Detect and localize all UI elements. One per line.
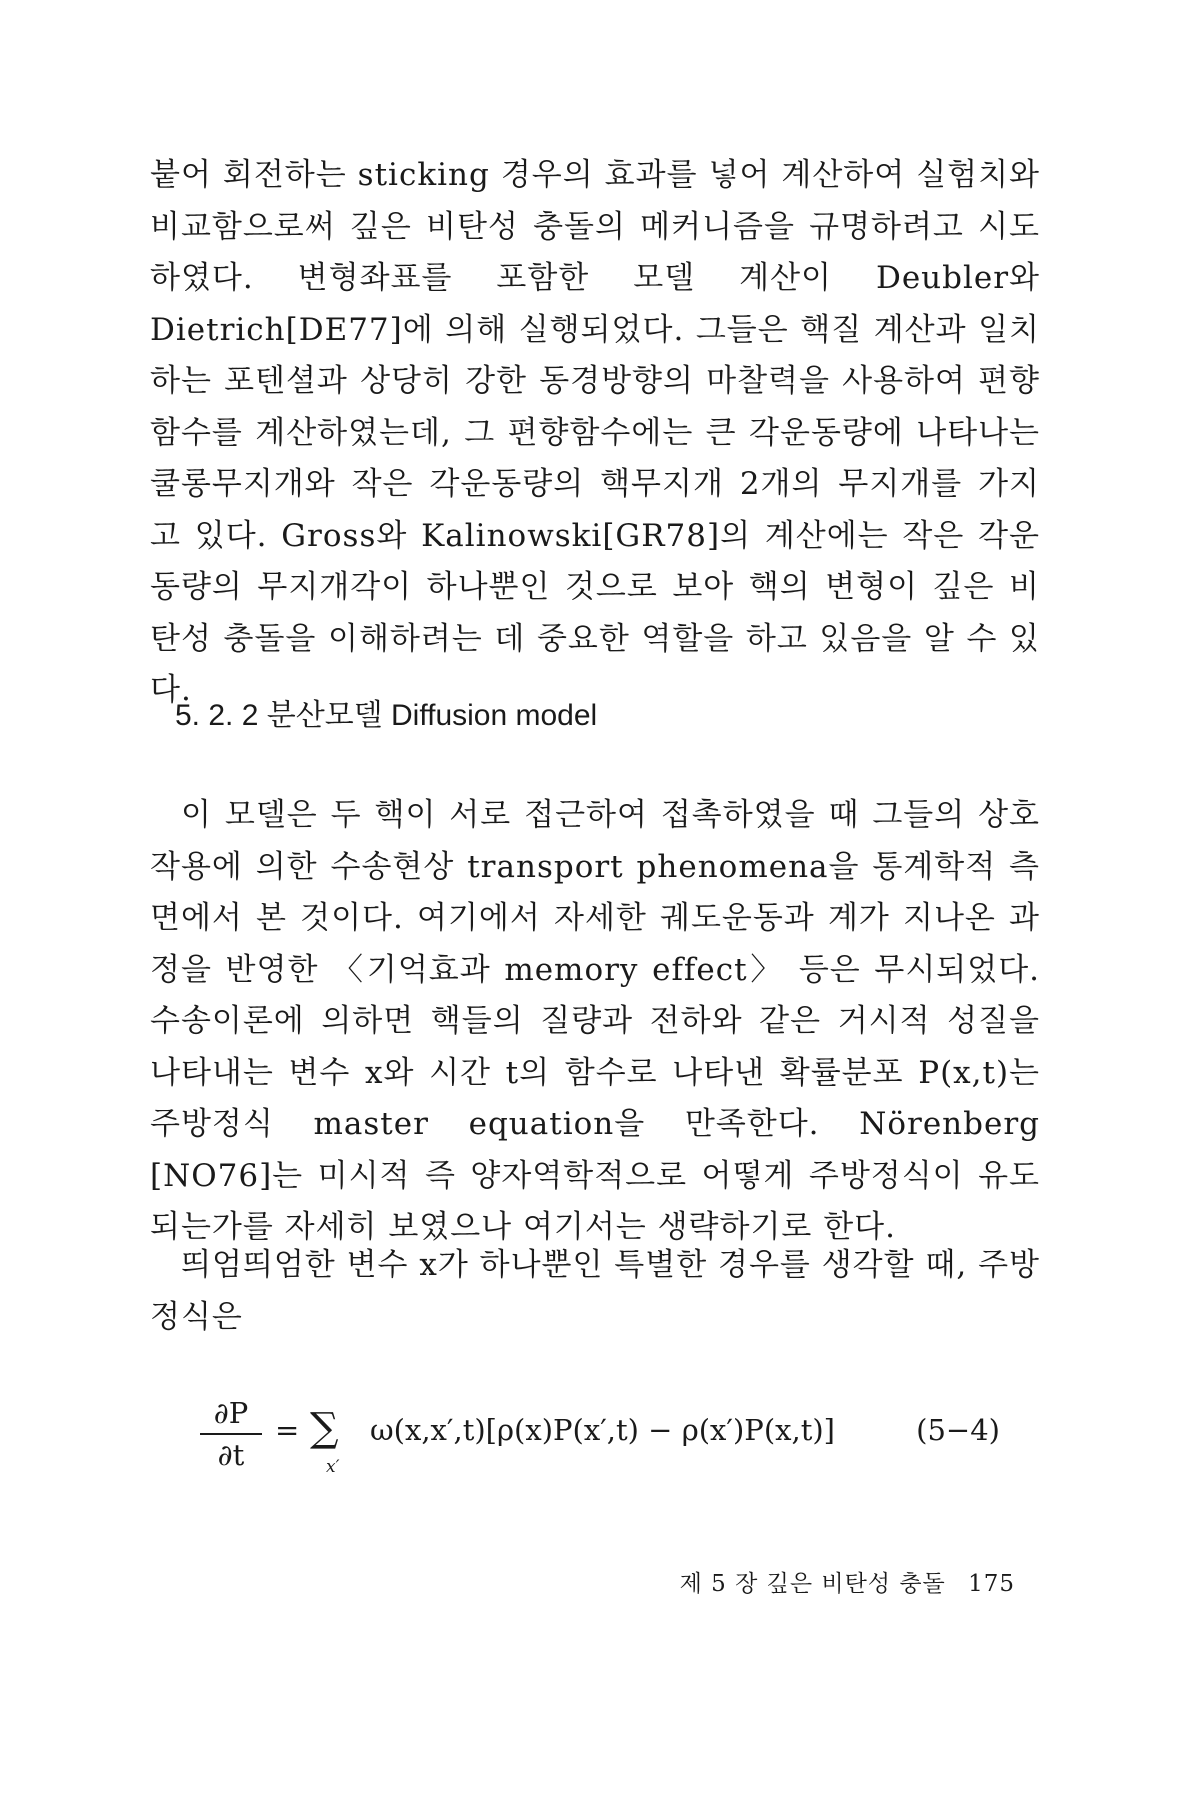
summation-symbol: ∑ — [310, 1405, 339, 1451]
fraction-bar — [200, 1433, 262, 1435]
page-number: 175 — [968, 1571, 1015, 1597]
equation-number: (5−4) — [916, 1413, 1000, 1447]
equals-sign: = — [275, 1413, 300, 1447]
paragraph-diffusion-model: 이 모델은 두 핵이 서로 접근하여 접촉하였을 때 그들의 상호작용에 의한 수송현상 transport phenomena을 통계학적 측면에서 본 것이다. 여기에서 자세한 궤도운동과 계가 지나온 과정을 반영한 〈기억효과 memory effect〉 등은 무시되었다. 수송이론에 의하면 핵들의 질량과 전하와 같은 거시적 성질을 나타내는 변수 x와 시간 t의 함수로 나타낸 확률분포 P(x,t)는 주방정식 master equation을 만족한다. Nörenberg [NO76]는 미시적 즉 양자역학적으로 어떻게 주방정식이 유도되는가를 자세히 보였으나 여기서는 생략하기로 한다. — [150, 797, 1040, 1245]
paragraph-deubler-dietrich: 붙어 회전하는 sticking 경우의 효과를 넣어 계산하여 실험치와 비교함으로써 깊은 비탄성 충돌의 메커니즘을 규명하려고 시도하였다. 변형좌표를 포함한 모델 계산이 Deubler와 Dietrich[DE77]에 의해 실행되었다. 그들은 핵질 계산과 일치하는 포텐셜과 상당히 강한 동경방향의 마찰력을 사용하여 편향함수를 계산하였는데, 그 편향함수에는 큰 각운동량에 나타나는 쿨롱무지개와 작은 각운동량의 핵무지개 2개의 무지개를 가지고 있다. Gross와 Kalinowski[GR78]의 계산에는 작은 각운동량의 무지개각이 하나뿐인 것으로 보아 핵의 변형이 깊은 비탄성 충돌을 이해하려는 데 중요한 역할을 하고 있음을 알 수 있다. — [150, 157, 1040, 708]
equation-numerator: ∂P — [213, 1396, 249, 1430]
page-footer — [680, 1565, 1015, 1598]
equation-fraction — [200, 1395, 262, 1473]
master-equation — [200, 1395, 1020, 1505]
chapter-title: 제 5 장 깊은 비탄성 충돌 — [679, 1571, 946, 1597]
equation-body: ω(x,x′,t)[ρ(x)P(x′,t) − ρ(x′)P(x,t)] — [370, 1413, 835, 1447]
summation-index: x′ — [326, 1457, 340, 1477]
section-heading: 5. 2. 2 분산모델 Diffusion model — [175, 699, 598, 732]
equation-denominator: ∂t — [217, 1438, 245, 1472]
paragraph-master-equation-intro: 띄엄띄엄한 변수 x가 하나뿐인 특별한 경우를 생각할 때, 주방정식은 — [150, 1247, 1040, 1335]
